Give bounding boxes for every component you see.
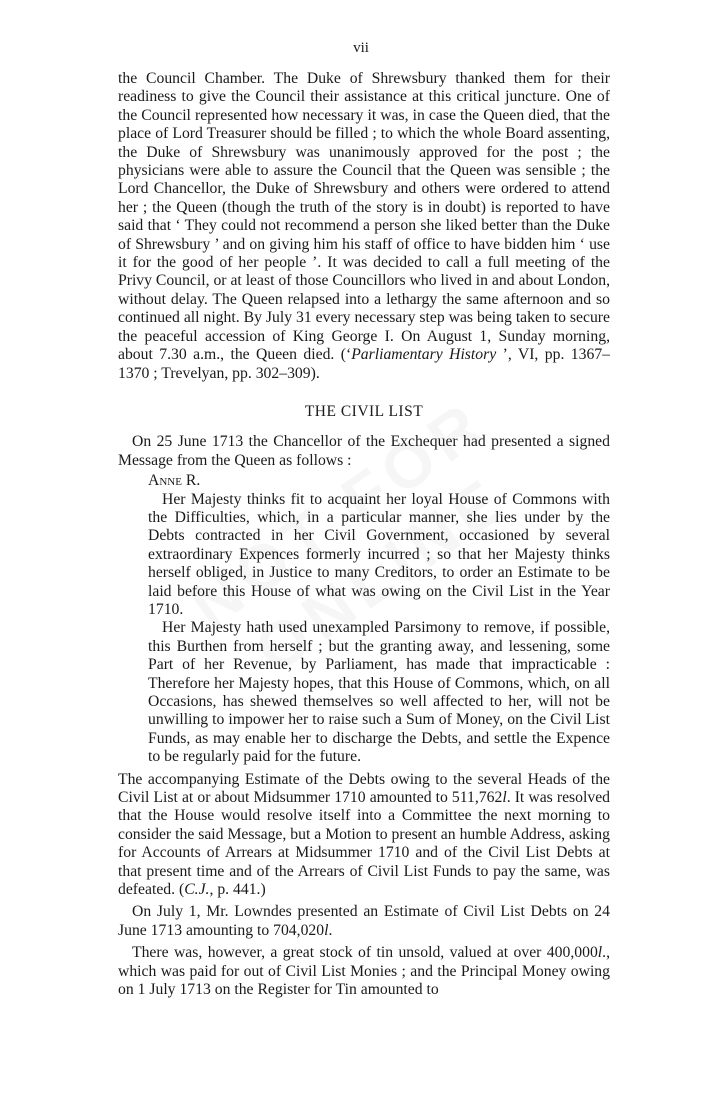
message-paragraph-2: Her Majesty hath used unexampled Parsimony to remove, if possible, this Burthen from herself ; but the granting away, and lessening, some Part of her Revenue, by Parliament, has made that impracticable : Therefore her Majesty hopes, that this House of Commons, which, on all Occasions, has shewed themselves so well affected to her, will not be unwilling to impower her to raise such a Sum of Money, on the Civil List Funds, as may enable her to discharge the Debts, and settle the Expence to be regularly paid for the future. [148, 619, 610, 766]
paragraph-tin: There was, however, a great stock of tin unsold, valued at over 400,000l., which was paid for out of Civil List Monies ; and the Principal Money owing on 1 July 1713 on the Register for Tin amounted to [118, 944, 610, 999]
paragraph-message-intro: On 25 June 1713 the Chancellor of the Exchequer had presented a signed Message from the Queen as follows : [118, 433, 610, 469]
message-paragraph-1: Her Majesty thinks fit to acquaint her loyal House of Commons with the Difficulties, which, in a particular manner, she lies under by the Debts contracted in her Civil Government, occasioned by several extraordinary Expences formerly incurred ; so that her Majesty thinks herself obliged, in Justice to many Creditors, to order an Estimate to be laid before this House of what was owing on the Civil List in the Year 1710. [148, 490, 610, 618]
paragraph-succession: the Council Chamber. The Duke of Shrewsbury thanked them for their readiness to give the Council their assistance at this critical juncture. One of the Council represented how necessary it was, in case the Queen died, that the place of Lord Treasurer should be filled ; to which the whole Board assenting, the Duke of Shrewsbury was unanimously approved for the post ; the physicians were able to assure the Council that the Queen was sensible ; the Lord Chancellor, the Duke of Shrewsbury and others were ordered to attend her ; the Queen (though the truth of the story is in doubt) is reported to have said that ‘ They could not recommend a person she liked better than the Duke of Shrewsbury ’ and on giving him his staff of office to have bidden him ‘ use it for the good of her people ’. It was decided to call a full meeting of the Privy Council, or at least of those Councillors who lived in and about London, without delay. The Queen relapsed into a lethargy the same afternoon and so continued all night. By July 31 every necessary step was being taken to secure the peaceful accession of King George I. On August 1, Sunday morning, about 7.30 a.m., the Queen died. (‘Parliamentary History ’, VI, pp. 1367–1370 ; Trevelyan, pp. 302–309). [118, 70, 611, 382]
quoted-message [118, 472, 610, 767]
paragraph-lowndes: On July 1, Mr. Lowndes presented an Estimate of Civil List Debts on 24 June 1713 amounting to 704,020l. [118, 903, 610, 939]
royal-signature: Anne R. [148, 472, 201, 490]
page-number: vii [353, 40, 369, 56]
text-column [118, 70, 610, 1000]
section-heading: THE CIVIL LIST [304, 402, 424, 420]
paragraph-estimate: The accompanying Estimate of the Debts owing to the several Heads of the Civil List at or about Midsummer 1710 amounted to 511,762l. It was resolved that the House would resolve itself into a Committee the next morning to consider the said Message, but a Motion to present an humble Address, asking for Accounts of Arrears at Midsummer 1710 and of the Civil List Debts at that present time and of the Arrears of Civil List Funds to pay the same, was defeated. (C.J., p. 441.) [118, 770, 611, 899]
